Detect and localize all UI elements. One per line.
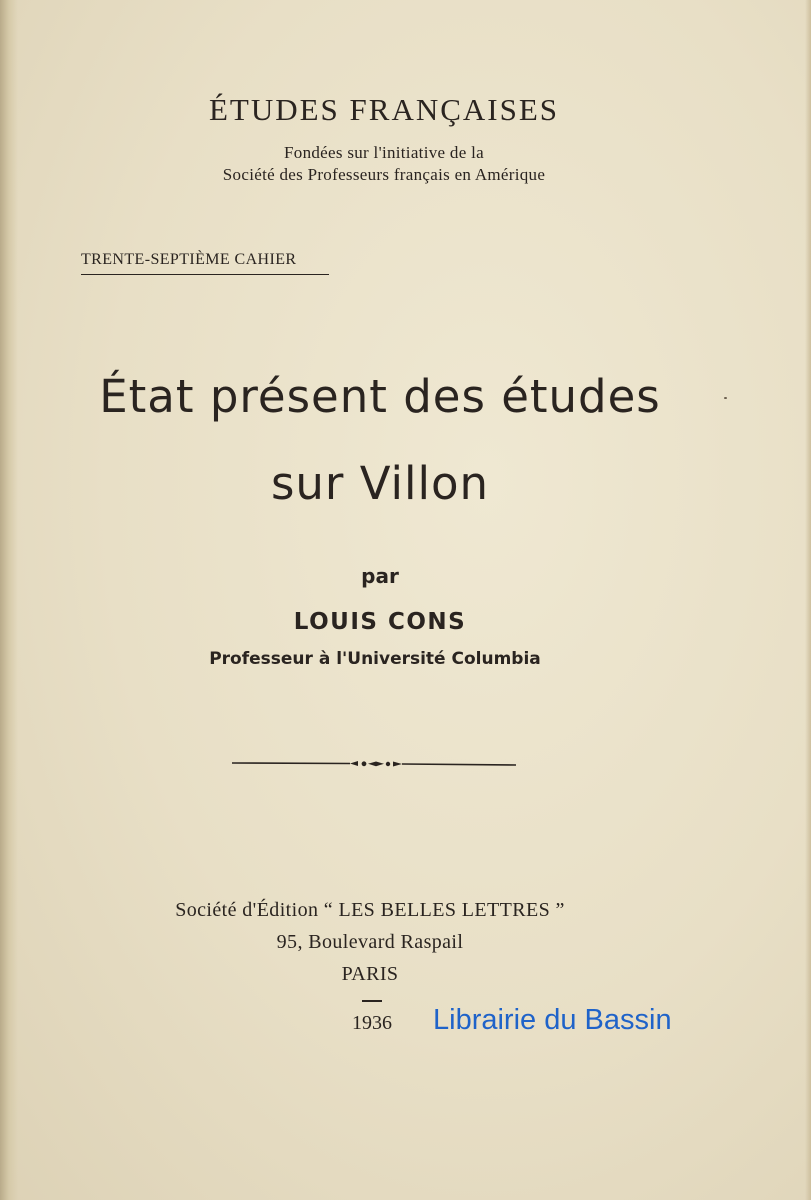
publisher-city: PARIS	[341, 963, 399, 985]
author-by: par	[361, 564, 399, 588]
bookseller-watermark: Librairie du Bassin	[433, 1004, 672, 1036]
series-subtitle-line-2: Société des Professeurs français en Amérique	[222, 165, 546, 184]
series-subtitle-line-1: Fondées sur l'initiative de la	[284, 143, 484, 162]
cahier-label: TRENTE-SEPTIÈME CAHIER	[81, 251, 329, 275]
ornament-rule-icon	[230, 754, 520, 774]
page-edge	[805, 0, 811, 1200]
publication-year: 1936	[352, 1012, 392, 1034]
book-title-line-1: État présent des études	[99, 370, 661, 423]
publisher-name: Société d'Édition “ LES BELLES LETTRES ”	[175, 899, 565, 921]
author-name: LOUIS CONS	[293, 609, 467, 635]
author-affiliation: Professeur à l'Université Columbia	[209, 649, 541, 669]
book-title-line-2: sur Villon	[270, 457, 490, 510]
year-separator	[362, 1000, 382, 1002]
publisher-address: 95, Boulevard Raspail	[276, 931, 464, 953]
series-title: ÉTUDES FRANÇAISES	[208, 92, 560, 127]
